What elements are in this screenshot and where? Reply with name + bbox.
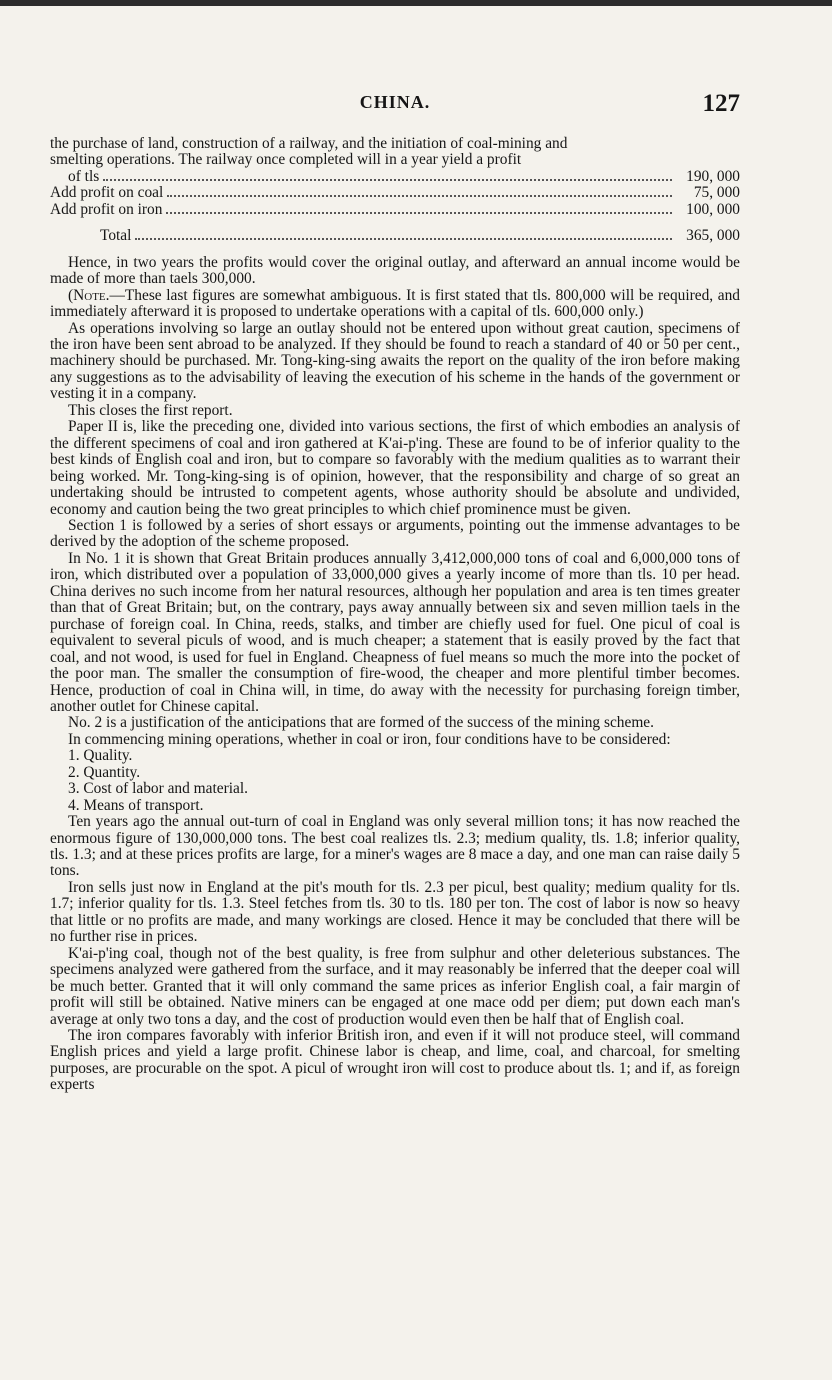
leader-dots — [166, 212, 672, 214]
condition-item: 2. Quantity. — [68, 763, 141, 781]
total-label: Total — [100, 227, 132, 245]
leader-dots — [167, 195, 672, 197]
paragraph-ten-years: Ten years ago the annual out-turn of coal in England was only several million tons; it has now reached the enormous figure of 130,000,000 tons. The best coal realizes tls. 2.3; medium quality, tls. 1.8; inferior quality, tls. 1.3; and at these prices profits are large, for a miner's wages are 8 mace a day, and one man can raise daily 5 tons. — [50, 813, 740, 880]
paragraph-note — [50, 288, 740, 321]
note-body: —These last figures are somewhat ambiguous. It is first stated that tls. 800,000 will be required, and immediately afterward it is proposed to undertake operations with a capital of tls. 600,000 only.) — [50, 286, 740, 321]
opening-line-2: smelting operations. The railway once completed will in a year yield a profit — [50, 151, 522, 169]
leader-dots — [103, 179, 672, 181]
paragraph-paper-2: Paper II is, like the preceding one, divided into various sections, the first of which embodies an analysis of the different specimens of coal and iron gathered at K'ai-p'ing. These are found to be of inferior quality to the best kinds of English coal and iron, but to compare so favorably with the medium qualities as to warrant their being worked. Mr. Tong-king-sing is of opinion, however, that the responsibility and charge of so great an undertaking should be intrusted to competent agents, whose authority should be absolute and undivided, economy and caution being the two great principles to which chief prominence must be given. — [50, 418, 740, 518]
paragraph-commencing: In commencing mining operations, whether in coal or iron, four conditions have to be considered: — [68, 730, 671, 748]
leader-dots — [135, 238, 672, 240]
profit-row-total — [50, 228, 740, 244]
condition-item: 4. Means of transport. — [68, 796, 204, 814]
profit-table — [50, 169, 740, 245]
condition-item: 3. Cost of labor and material. — [68, 780, 248, 798]
paragraph-hence: Hence, in two years the profits would cover the original outlay, and afterward an annual income would be made of more than taels 300,000. — [50, 253, 740, 288]
profit-row-coal — [50, 185, 740, 201]
profit-row-railway — [50, 169, 740, 185]
opening-line-1: the purchase of land, construction of a railway, and the initiation of coal-mining and — [50, 135, 568, 152]
profit-row-iron — [50, 202, 740, 218]
condition-item: 1. Quality. — [68, 747, 133, 765]
paragraph-closes: This closes the first report. — [68, 401, 233, 419]
paragraph-iron-sells: Iron sells just now in England at the pit's mouth for tls. 2.3 per picul, best quality; medium quality for tls. 1.7; inferior quality for tls. 1.3. Steel fetches from tls. 30 to tls. 180 per ton. The cost of labor is now so heavy that little or no profits are made, and many workings are closed. Hence it may be concluded that there will be no further rise in prices. — [50, 878, 740, 946]
page-top-edge — [0, 0, 832, 6]
profit-row-label: Add profit on coal — [50, 184, 164, 202]
running-head: CHINA. — [359, 92, 431, 112]
profit-row-amount: 190, 000 — [686, 167, 740, 185]
paragraph-no-2: No. 2 is a justification of the anticipations that are formed of the success of the mining scheme. — [68, 714, 654, 732]
page-number: 127 — [702, 90, 740, 117]
total-amount: 365, 000 — [686, 227, 740, 245]
profit-row-amount: 100, 000 — [686, 200, 740, 218]
paragraph-kaiping-coal: K'ai-p'ing coal, though not of the best quality, is free from sulphur and other deleterious substances. The specimens analyzed were gathered from the surface, and it may reasonably be inferred that the deeper coal will be much better. Granted that it will only command the same prices as inferior English coal, a fair margin of profit will still be obtained. Native miners can be engaged at one mace odd per diem; put down each man's average at only two tons a day, and the cost of production would even then be half that of English coal. — [50, 944, 740, 1028]
note-lead: Note. — [73, 286, 110, 304]
paragraph-iron-compares: The iron compares favorably with inferior British iron, and even if it will not produce steel, will command English prices and yield a large profit. Chinese labor is cheap, and lime, coal, and charcoal, for smelting purposes, are procurable on the spot. A picul of wrought iron will cost to produce about tls. 1; and if, as foreign experts — [50, 1027, 740, 1094]
profit-row-label: Add profit on iron — [50, 200, 163, 218]
page-body — [50, 136, 740, 1094]
profit-row-amount: 75, 000 — [693, 184, 740, 202]
paragraph-no-1: In No. 1 it is shown that Great Britain produces annually 3,412,000,000 tons of coal and 6,000,000 tons of iron, which distributed over a population of 33,000,000 gives a yearly income of more than tls. 10 per head. China derives no such income from her natural resources, although her population and area is ten times greater than that of Great Britain; but, on the contrary, pays away annually between six and seven million taels in the purchase of foreign coal. In China, reeds, stalks, and timber are chiefly used for fuel. One picul of coal is equivalent to several piculs of wood, and is much cheaper; a statement that is easily proved by the fact that coal, and not wood, is used for fuel in England. Cheapness of fuel means so much the more into the pocket of the poor man. The smaller the consumption of fire-wood, the cheaper and more plentiful timber becomes. Hence, production of coal in China will, in time, do away with the necessity for purchasing foreign timber, another outlet for Chinese capital. — [50, 549, 740, 715]
page-header — [50, 90, 740, 120]
paragraph-caution: As operations involving so large an outlay should not be entered upon without great caution, specimens of the iron have been sent abroad to be analyzed. If they should be found to reach a standard of 40 or 50 per cent., machinery should be purchased. Mr. Tong-king-sing awaits the report on the quality of the iron before making any suggestions as to the advisability of leaving the execution of his scheme in the hands of the government or vesting it in a company. — [50, 319, 740, 403]
note-open-paren: ( — [68, 286, 74, 304]
profit-row-label: of tls — [68, 167, 100, 185]
paragraph-section-1: Section 1 is followed by a series of short essays or arguments, pointing out the immense advantages to be derived by the adoption of the scheme proposed. — [50, 516, 740, 551]
